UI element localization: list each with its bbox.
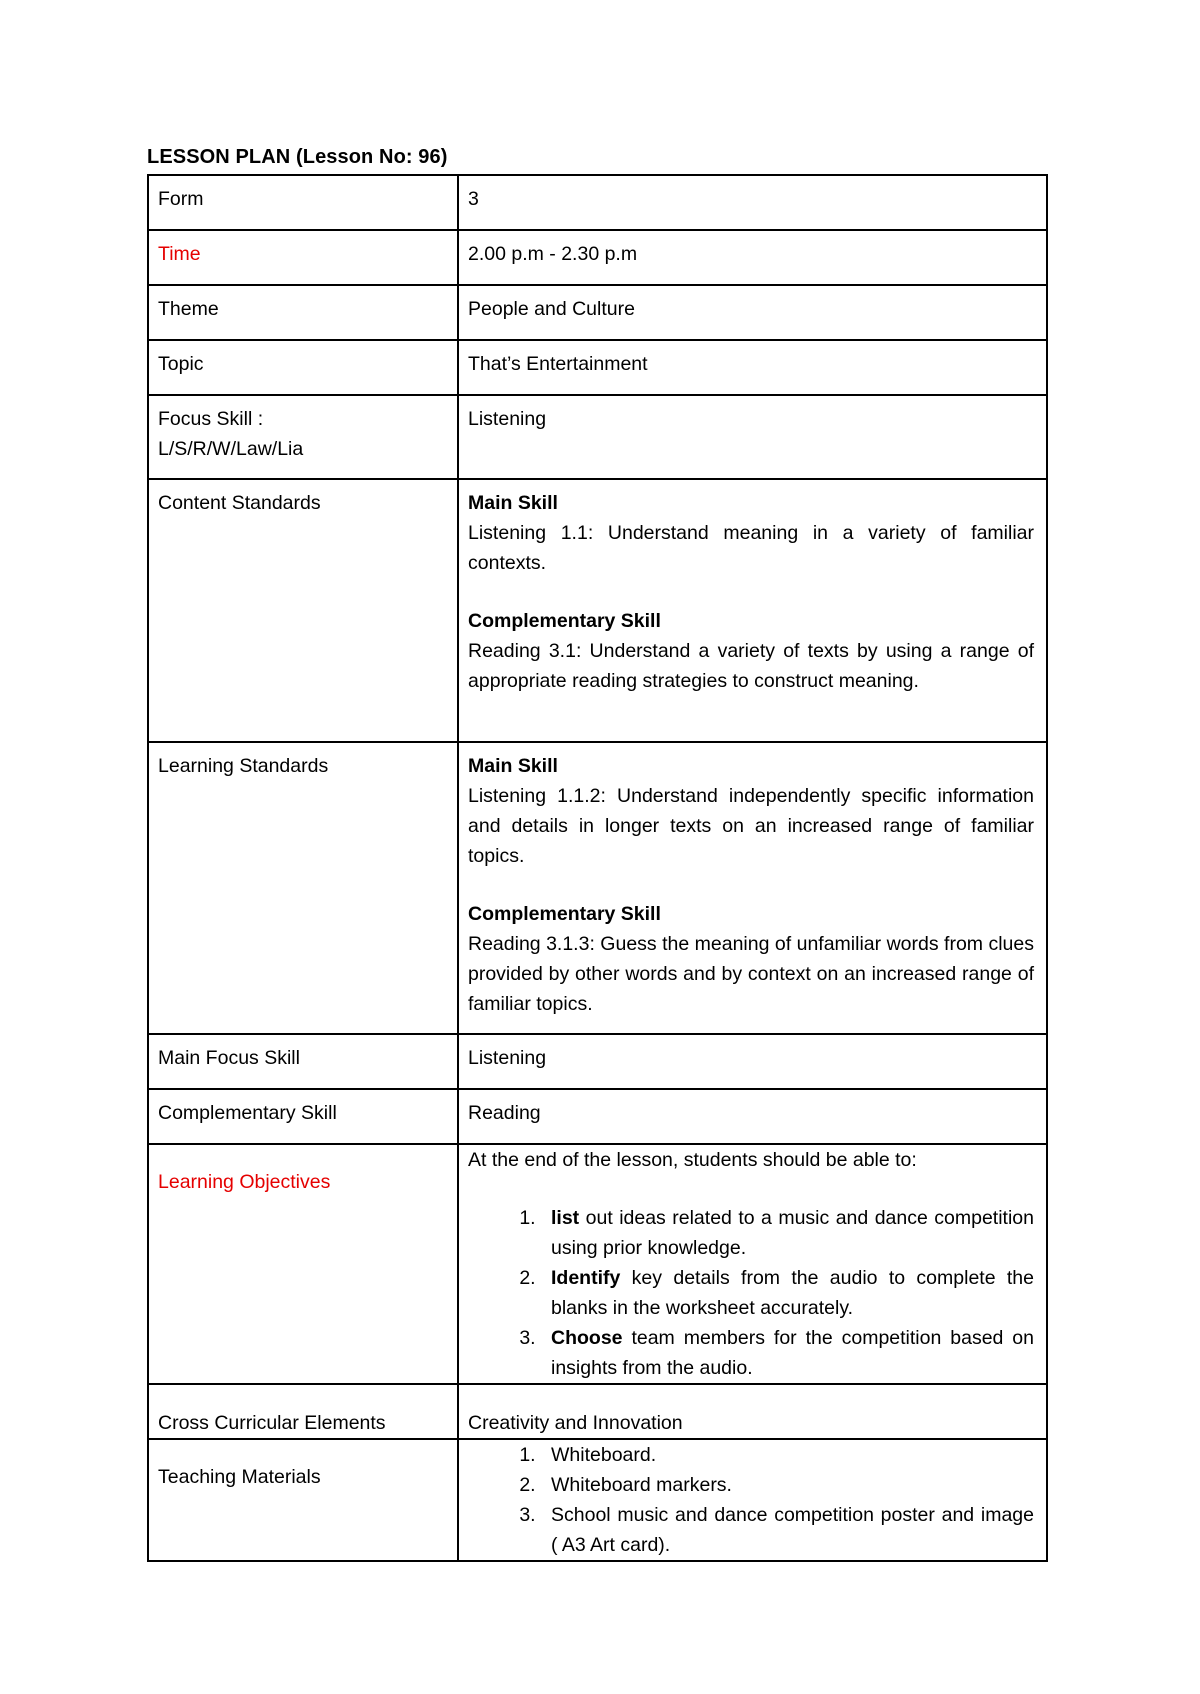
content-comp-heading: Complementary Skill [468, 610, 661, 632]
teaching-materials-label: Teaching Materials [148, 1439, 458, 1561]
time-value: 2.00 p.m - 2.30 p.m [458, 230, 1047, 285]
theme-value: People and Culture [458, 285, 1047, 340]
row-content-standards [148, 479, 1047, 742]
row-main-focus-skill [148, 1034, 1047, 1089]
objective-text: team members for the competition based on insights from the audio. [551, 1327, 1034, 1379]
row-focus-skill [148, 395, 1047, 479]
time-label: Time [148, 230, 458, 285]
material-item: 2. Whiteboard markers. [541, 1470, 1034, 1500]
row-teaching-materials [148, 1439, 1047, 1561]
objective-verb: Identify [551, 1267, 621, 1289]
objective-text: key details from the audio to complete the blanks in the worksheet accurately. [551, 1267, 1034, 1319]
form-value: 3 [458, 175, 1047, 230]
learning-comp-text: Reading 3.1.3: Guess the meaning of unfamiliar words from clues provided by other words and by context on an increased range of familiar topics. [468, 933, 1034, 1015]
objective-item [541, 1323, 1034, 1383]
topic-label: Topic [148, 340, 458, 395]
focus-skill-label-line2: L/S/R/W/Law/Lia [158, 438, 304, 460]
objective-item [541, 1203, 1034, 1263]
complementary-skill-label: Complementary Skill [148, 1089, 458, 1144]
learning-comp-heading: Complementary Skill [468, 903, 661, 925]
row-learning-standards [148, 742, 1047, 1034]
content-standards-label: Content Standards [148, 479, 458, 742]
row-form [148, 175, 1047, 230]
complementary-skill-value: Reading [458, 1089, 1047, 1144]
cross-curricular-value: Creativity and Innovation [458, 1384, 1047, 1439]
row-time [148, 230, 1047, 285]
content-main-heading: Main Skill [468, 492, 558, 514]
row-learning-objectives [148, 1144, 1047, 1384]
teaching-materials-value [458, 1439, 1047, 1561]
row-theme [148, 285, 1047, 340]
objective-verb: Choose [551, 1327, 623, 1349]
materials-list [468, 1440, 1034, 1560]
learning-main-text: Listening 1.1.2: Understand independently specific information and details in longer texts on an increased range of familiar topics. [468, 785, 1034, 867]
objective-item [541, 1263, 1034, 1323]
focus-skill-value: Listening [458, 395, 1047, 479]
topic-value: That’s Entertainment [458, 340, 1047, 395]
learning-objectives-label: Learning Objectives [148, 1144, 458, 1384]
objectives-intro: At the end of the lesson, students should be able to: [468, 1149, 917, 1171]
content-main-text: Listening 1.1: Understand meaning in a variety of familiar contexts. [468, 522, 1034, 574]
main-focus-skill-value: Listening [458, 1034, 1047, 1089]
material-item: 1. Whiteboard. [541, 1440, 1034, 1470]
material-item: 3. School music and dance competition poster and image ( A3 Art card). [541, 1500, 1034, 1560]
learning-standards-value [458, 742, 1047, 1034]
row-cross-curricular [148, 1384, 1047, 1439]
focus-skill-label-line1: Focus Skill : [158, 408, 264, 430]
page-title: LESSON PLAN (Lesson No: 96) [147, 146, 448, 168]
learning-standards-label: Learning Standards [148, 742, 458, 1034]
row-topic [148, 340, 1047, 395]
main-focus-skill-label: Main Focus Skill [148, 1034, 458, 1089]
focus-skill-label [148, 395, 458, 479]
theme-label: Theme [148, 285, 458, 340]
lesson-plan-table [147, 174, 1048, 1562]
objectives-list [468, 1203, 1034, 1383]
row-complementary-skill [148, 1089, 1047, 1144]
content-standards-value [458, 479, 1047, 742]
objective-text: out ideas related to a music and dance competition using prior knowledge. [551, 1207, 1034, 1259]
objective-verb: list [551, 1207, 580, 1229]
learning-main-heading: Main Skill [468, 755, 558, 777]
content-comp-text: Reading 3.1: Understand a variety of texts by using a range of appropriate reading strategies to construct meaning. [468, 640, 1034, 692]
cross-curricular-label: Cross Curricular Elements [148, 1384, 458, 1439]
learning-objectives-value [458, 1144, 1047, 1384]
form-label: Form [148, 175, 458, 230]
